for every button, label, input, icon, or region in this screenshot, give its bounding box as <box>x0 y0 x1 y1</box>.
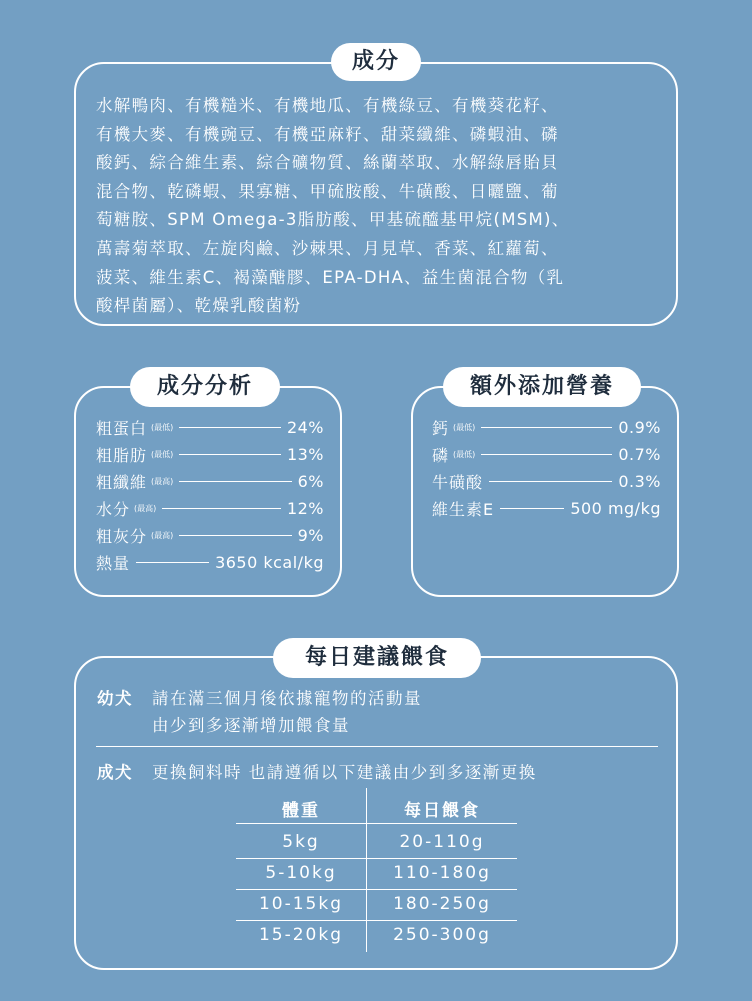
leader-line <box>136 562 209 563</box>
analysis-title: 成分分析 <box>130 367 280 407</box>
nutrient-label: 維生素E <box>432 499 495 519</box>
nutrient-value: 0.3% <box>618 471 661 491</box>
feeding-title: 每日建議餵食 <box>273 638 481 678</box>
leader-line <box>500 508 564 509</box>
ingredients-title: 成分 <box>331 43 421 81</box>
analysis-row-fiber <box>96 468 324 494</box>
leader-line <box>179 535 291 536</box>
ingredients-line: 水解鴨肉、有機糙米、有機地瓜、有機綠豆、有機葵花籽、 <box>96 96 559 115</box>
nutrient-value: 0.9% <box>618 417 661 437</box>
nutrient-value: 13% <box>286 444 324 464</box>
ingredients-line: 萄糖胺、SPM Omega-3脂肪酸、甲基硫醯基甲烷(MSM)、 <box>96 210 570 230</box>
nutrient-label: 磷 <box>432 445 450 465</box>
ingredients-line: 萬壽菊萃取、左旋肉鹼、沙棘果、月見草、香菜、紅蘿蔔、 <box>96 238 559 258</box>
nutrient-label: 熱量 <box>96 553 131 573</box>
additives-title: 額外添加營養 <box>443 367 641 407</box>
additive-row-calcium <box>432 414 661 440</box>
additive-row-phosphorus <box>432 441 661 467</box>
table-cell-weight: 5-10kg <box>265 863 337 883</box>
nutrient-qualifier: (最高) <box>151 530 174 540</box>
analysis-row-fat <box>96 441 324 467</box>
nutrient-label: 粗脂肪 <box>96 445 148 465</box>
nutrient-value: 3650 kcal/kg <box>215 552 324 572</box>
table-rule <box>236 823 517 824</box>
nutrient-qualifier: (最高) <box>134 503 157 513</box>
adult-instruction: 更換飼料時 也請遵循以下建議由少到多逐漸更換 <box>152 763 537 782</box>
nutrient-qualifier: (最高) <box>151 476 174 486</box>
table-cell-amount: 250-300g <box>393 925 491 945</box>
analysis-row-moisture <box>96 495 324 521</box>
table-cell-weight: 15-20kg <box>258 925 344 945</box>
nutrient-value: 0.7% <box>618 444 661 464</box>
ingredients-line: 酸鈣、綜合維生素、綜合礦物質、絲蘭萃取、水解綠唇貽貝 <box>96 153 559 173</box>
section-divider <box>96 746 658 747</box>
ingredients-line: 酸桿菌屬）、乾燥乳酸菌粉 <box>96 296 302 316</box>
table-cell-amount: 180-250g <box>393 894 491 914</box>
nutrient-qualifier: (最低) <box>453 422 476 432</box>
leader-line <box>162 508 281 509</box>
puppy-instruction-2: 由少到多逐漸增加餵食量 <box>152 716 350 735</box>
leader-line <box>481 427 612 428</box>
nutrient-label: 水分 <box>96 499 131 519</box>
table-rule <box>236 858 517 859</box>
nutrient-label: 粗灰分 <box>96 526 148 546</box>
nutrient-qualifier: (最低) <box>453 449 476 459</box>
leader-line <box>481 454 612 455</box>
table-cell-weight: 5kg <box>282 832 320 852</box>
leader-line <box>179 454 281 455</box>
table-rule <box>236 889 517 890</box>
nutrient-qualifier: (最低) <box>151 449 174 459</box>
nutrient-label: 粗纖維 <box>96 472 148 492</box>
adult-label: 成犬 <box>97 763 133 782</box>
nutrient-value: 9% <box>297 525 324 545</box>
nutrient-label: 牛磺酸 <box>432 472 484 492</box>
ingredients-line: 菠菜、維生素C、褐藻醣膠、EPA-DHA、益生菌混合物（乳 <box>96 267 565 287</box>
puppy-instruction-1: 請在滿三個月後依據寵物的活動量 <box>152 689 422 708</box>
table-cell-weight: 10-15kg <box>258 894 344 914</box>
puppy-label: 幼犬 <box>97 689 133 708</box>
table-rule <box>236 920 517 921</box>
nutrient-qualifier: (最低) <box>151 422 174 432</box>
table-cell-amount: 110-180g <box>393 863 491 883</box>
table-header-weight: 體重 <box>282 801 320 821</box>
ingredients-list <box>96 92 666 321</box>
nutrient-label: 粗蛋白 <box>96 418 148 438</box>
nutrient-value: 500 mg/kg <box>570 498 661 518</box>
analysis-row-energy <box>96 549 324 575</box>
leader-line <box>179 481 291 482</box>
analysis-row-protein <box>96 414 324 440</box>
nutrient-value: 12% <box>286 498 324 518</box>
additive-row-vitamin-e <box>432 495 661 521</box>
table-header-daily: 每日餵食 <box>404 801 480 821</box>
ingredients-line: 有機大麥、有機豌豆、有機亞麻籽、甜菜纖維、磷蝦油、磷 <box>96 124 559 144</box>
additive-row-taurine <box>432 468 661 494</box>
analysis-row-ash <box>96 522 324 548</box>
leader-line <box>489 481 612 482</box>
nutrient-label: 鈣 <box>432 418 450 438</box>
table-cell-amount: 20-110g <box>399 832 485 852</box>
nutrient-value: 6% <box>297 471 324 491</box>
leader-line <box>179 427 281 428</box>
ingredients-line: 混合物、乾磷蝦、果寡糖、甲硫胺酸、牛磺酸、日曬鹽、葡 <box>96 181 559 201</box>
nutrient-value: 24% <box>286 417 324 437</box>
